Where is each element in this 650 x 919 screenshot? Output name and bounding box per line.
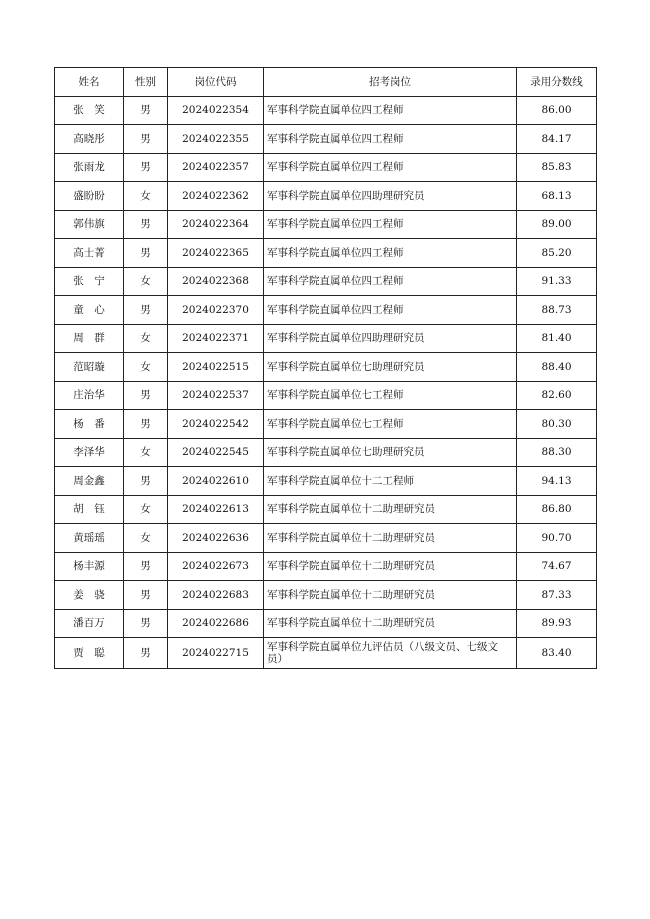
cell-score: 85.83: [517, 153, 597, 182]
cell-name: 杨丰源: [55, 552, 124, 581]
cell-name: 高士菁: [55, 239, 124, 268]
table-row: [55, 210, 597, 239]
admission-score-table: [54, 67, 597, 669]
cell-gender: 男: [124, 581, 168, 610]
table-row: [55, 324, 597, 353]
cell-score: 91.33: [517, 267, 597, 296]
cell-name: 姜 骁: [55, 581, 124, 610]
cell-position-code: 2024022355: [168, 125, 264, 154]
cell-score: 86.00: [517, 96, 597, 125]
table-row: [55, 182, 597, 211]
cell-position-code: 2024022683: [168, 581, 264, 610]
results-sheet: [54, 67, 597, 669]
header-name: 姓名: [55, 68, 124, 97]
header-score: 录用分数线: [517, 68, 597, 97]
cell-name: 张雨龙: [55, 153, 124, 182]
cell-position: 军事科学院直属单位四工程师: [264, 153, 517, 182]
table-header-row: [55, 68, 597, 97]
cell-name: 李泽华: [55, 438, 124, 467]
cell-gender: 男: [124, 210, 168, 239]
cell-position: 军事科学院直属单位七工程师: [264, 410, 517, 439]
cell-gender: 男: [124, 381, 168, 410]
cell-score: 84.17: [517, 125, 597, 154]
cell-gender: 女: [124, 182, 168, 211]
table-row: [55, 96, 597, 125]
cell-score: 86.80: [517, 495, 597, 524]
cell-position-code: 2024022542: [168, 410, 264, 439]
cell-position: 军事科学院直属单位十二助理研究员: [264, 609, 517, 638]
table-body: [55, 96, 597, 669]
table-row: [55, 239, 597, 268]
cell-gender: 男: [124, 609, 168, 638]
cell-position-code: 2024022610: [168, 467, 264, 496]
cell-position-code: 2024022364: [168, 210, 264, 239]
cell-gender: 女: [124, 438, 168, 467]
cell-name: 盛盼盼: [55, 182, 124, 211]
cell-position: 军事科学院直属单位十二助理研究员: [264, 552, 517, 581]
table-row: [55, 467, 597, 496]
cell-gender: 男: [124, 153, 168, 182]
cell-gender: 女: [124, 353, 168, 382]
cell-score: 85.20: [517, 239, 597, 268]
cell-position-code: 2024022371: [168, 324, 264, 353]
table-row: [55, 438, 597, 467]
table-row: [55, 267, 597, 296]
table-row: [55, 296, 597, 325]
cell-name: 贾 聪: [55, 638, 124, 669]
cell-name: 潘百万: [55, 609, 124, 638]
cell-gender: 男: [124, 467, 168, 496]
cell-score: 87.33: [517, 581, 597, 610]
cell-score: 94.13: [517, 467, 597, 496]
cell-name: 张 宁: [55, 267, 124, 296]
cell-position: 军事科学院直属单位四工程师: [264, 96, 517, 125]
cell-gender: 女: [124, 267, 168, 296]
cell-position: 军事科学院直属单位七助理研究员: [264, 438, 517, 467]
header-gender: 性别: [124, 68, 168, 97]
table-row: [55, 381, 597, 410]
cell-gender: 男: [124, 552, 168, 581]
cell-position-code: 2024022515: [168, 353, 264, 382]
table-row: [55, 353, 597, 382]
cell-score: 83.40: [517, 638, 597, 669]
cell-position-code: 2024022715: [168, 638, 264, 669]
cell-position: 军事科学院直属单位四工程师: [264, 267, 517, 296]
cell-name: 高晓彤: [55, 125, 124, 154]
cell-position-code: 2024022613: [168, 495, 264, 524]
cell-position: 军事科学院直属单位七工程师: [264, 381, 517, 410]
cell-position: 军事科学院直属单位九评估员（八级文员、七级文员）: [264, 638, 517, 669]
table-row: [55, 609, 597, 638]
cell-position: 军事科学院直属单位十二助理研究员: [264, 524, 517, 553]
cell-gender: 女: [124, 495, 168, 524]
cell-position: 军事科学院直属单位十二工程师: [264, 467, 517, 496]
cell-position: 军事科学院直属单位四工程师: [264, 125, 517, 154]
cell-name: 周金鑫: [55, 467, 124, 496]
header-position-code: 岗位代码: [168, 68, 264, 97]
cell-position-code: 2024022354: [168, 96, 264, 125]
cell-position: 军事科学院直属单位七助理研究员: [264, 353, 517, 382]
table-row: [55, 410, 597, 439]
table-row: [55, 495, 597, 524]
cell-score: 81.40: [517, 324, 597, 353]
cell-position: 军事科学院直属单位四工程师: [264, 296, 517, 325]
cell-position-code: 2024022362: [168, 182, 264, 211]
cell-gender: 男: [124, 410, 168, 439]
table-row: [55, 638, 597, 669]
cell-gender: 男: [124, 638, 168, 669]
cell-position-code: 2024022537: [168, 381, 264, 410]
table-row: [55, 581, 597, 610]
table-row: [55, 125, 597, 154]
cell-position: 军事科学院直属单位十二助理研究员: [264, 581, 517, 610]
cell-gender: 女: [124, 324, 168, 353]
cell-position-code: 2024022370: [168, 296, 264, 325]
cell-score: 88.40: [517, 353, 597, 382]
cell-position-code: 2024022365: [168, 239, 264, 268]
cell-name: 庄治华: [55, 381, 124, 410]
cell-name: 张 笑: [55, 96, 124, 125]
cell-position: 军事科学院直属单位十二助理研究员: [264, 495, 517, 524]
cell-gender: 男: [124, 239, 168, 268]
cell-score: 89.00: [517, 210, 597, 239]
cell-gender: 男: [124, 125, 168, 154]
table-row: [55, 552, 597, 581]
cell-position: 军事科学院直属单位四助理研究员: [264, 182, 517, 211]
cell-position: 军事科学院直属单位四工程师: [264, 239, 517, 268]
cell-score: 89.93: [517, 609, 597, 638]
cell-gender: 男: [124, 96, 168, 125]
cell-position: 军事科学院直属单位四助理研究员: [264, 324, 517, 353]
cell-position-code: 2024022686: [168, 609, 264, 638]
cell-name: 范昭璇: [55, 353, 124, 382]
table-row: [55, 153, 597, 182]
cell-score: 82.60: [517, 381, 597, 410]
cell-position-code: 2024022357: [168, 153, 264, 182]
cell-name: 杨 番: [55, 410, 124, 439]
cell-position-code: 2024022636: [168, 524, 264, 553]
header-position: 招考岗位: [264, 68, 517, 97]
cell-score: 90.70: [517, 524, 597, 553]
cell-name: 童 心: [55, 296, 124, 325]
cell-name: 胡 钰: [55, 495, 124, 524]
cell-name: 黄瑶瑶: [55, 524, 124, 553]
cell-name: 周 群: [55, 324, 124, 353]
cell-name: 郭伟旗: [55, 210, 124, 239]
cell-score: 68.13: [517, 182, 597, 211]
cell-position-code: 2024022368: [168, 267, 264, 296]
cell-score: 88.30: [517, 438, 597, 467]
table-row: [55, 524, 597, 553]
cell-position: 军事科学院直属单位四工程师: [264, 210, 517, 239]
cell-score: 74.67: [517, 552, 597, 581]
cell-score: 80.30: [517, 410, 597, 439]
cell-position-code: 2024022545: [168, 438, 264, 467]
cell-gender: 女: [124, 524, 168, 553]
cell-score: 88.73: [517, 296, 597, 325]
cell-gender: 男: [124, 296, 168, 325]
cell-position-code: 2024022673: [168, 552, 264, 581]
